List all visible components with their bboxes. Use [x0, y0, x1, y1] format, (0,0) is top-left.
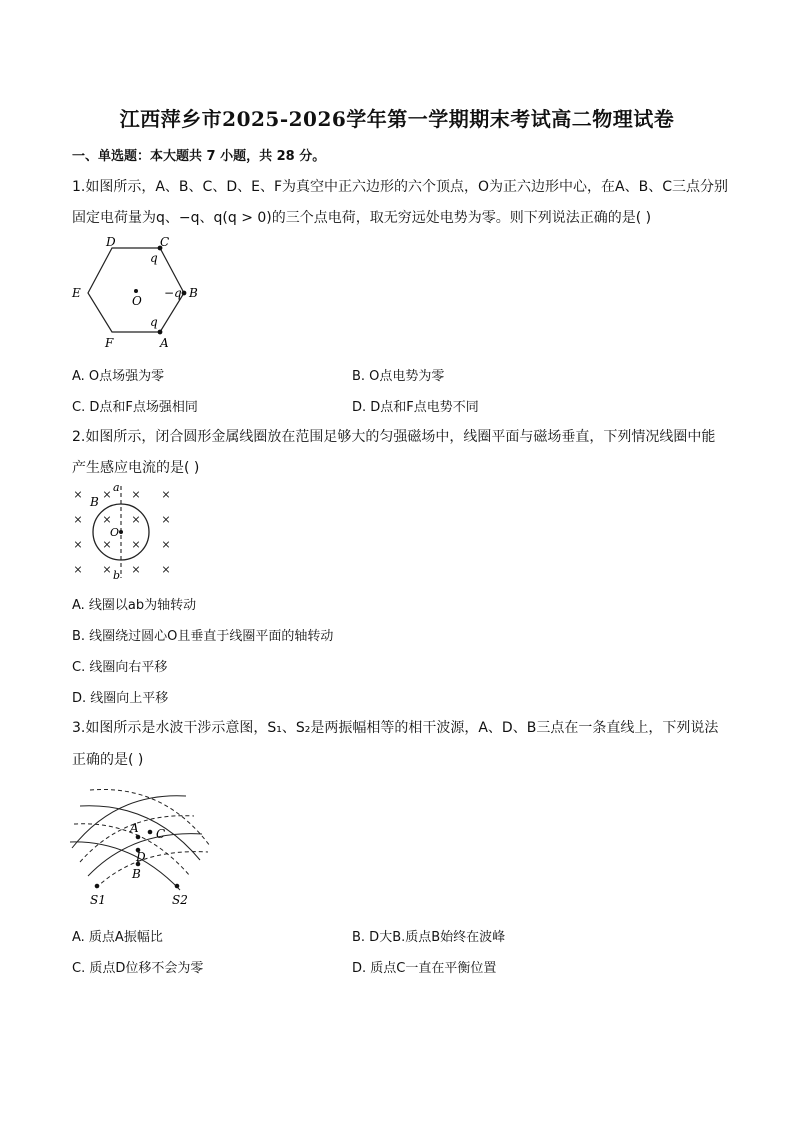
coil-center: [119, 530, 123, 534]
q3-wave-interference-figure: [66, 776, 216, 912]
q2-option-b[interactable]: B. 线圈绕过圆心O且垂直于线圈平面的轴转动: [72, 629, 334, 644]
source-s2: [175, 884, 180, 889]
q2-option-d[interactable]: D. 线圈向上平移: [72, 691, 169, 706]
label-s2: S2: [172, 893, 188, 907]
q3-option-c[interactable]: C. 质点D位移不会为零: [72, 961, 204, 976]
page-title: 江西萍乡市2025-2026学年第一学期期末考试高二物理试卷: [119, 107, 675, 131]
field-cross: ×: [161, 538, 171, 551]
axis-label-b: b: [113, 569, 121, 582]
field-cross: ×: [102, 513, 112, 526]
field-cross: ×: [161, 513, 171, 526]
q1-stem-line2: 固定电荷量为q、−q、q(q > 0)的三个点电荷，取无穷远处电势为零。则下列说法正确的是( ): [72, 210, 652, 226]
q3-option-a[interactable]: A. 质点A振幅比: [72, 930, 163, 945]
charge-c-label: q: [150, 251, 158, 265]
q1-hexagon-figure: [68, 234, 208, 352]
field-cross: ×: [131, 563, 141, 576]
field-cross: ×: [102, 563, 112, 576]
q2-magnetic-field-figure: [68, 482, 188, 582]
q3-option-d[interactable]: D. 质点C一直在平衡位置: [352, 961, 497, 976]
field-cross: ×: [102, 488, 112, 501]
label-s1: S1: [90, 893, 106, 907]
wave-s1-trough-2: [96, 852, 208, 888]
wave-s1-crest-1: [72, 796, 186, 848]
label-f: F: [105, 336, 114, 350]
label-a: A: [160, 336, 169, 350]
label-o: O: [132, 294, 142, 308]
q2-stem-line1: 2.如图所示，闭合圆形金属线圈放在范围足够大的匀强磁场中，线圈平面与磁场垂直，下列情况线圈中能: [72, 429, 716, 445]
label-d: D: [106, 235, 116, 249]
wave-s2-crest-2: [70, 842, 180, 890]
q3-stem-line2: 正确的是( ): [72, 752, 144, 768]
charge-point-a: [158, 330, 163, 335]
source-s1: [95, 884, 100, 889]
q2-option-c[interactable]: C. 线圈向右平移: [72, 660, 168, 675]
center-point-o: [134, 289, 138, 293]
label-c: C: [160, 235, 170, 249]
axis-label-a: a: [113, 482, 120, 494]
label-b: B: [189, 286, 198, 300]
center-label-o: O: [110, 526, 120, 539]
label-c: C: [156, 827, 166, 841]
section-heading: 一、单选题：本大题共 7 小题，共 28 分。: [72, 149, 326, 164]
q3-stem-line1: 3.如图所示是水波干涉示意图，S₁、S₂是两振幅相等的相干波源，A、D、B三点在一条直线上，下列说法: [72, 720, 719, 736]
q1-option-b[interactable]: B. O点电势为零: [352, 369, 445, 384]
q3-option-b[interactable]: B. D大B.质点B始终在波峰: [352, 930, 506, 945]
label-b: B: [132, 867, 141, 881]
field-cross: ×: [161, 563, 171, 576]
charge-b-label: −q: [164, 286, 182, 300]
field-cross: ×: [73, 538, 83, 551]
field-cross: ×: [73, 513, 83, 526]
label-a: A: [130, 821, 139, 835]
field-cross: ×: [131, 538, 141, 551]
field-cross: ×: [73, 488, 83, 501]
field-cross: ×: [131, 513, 141, 526]
q1-option-d[interactable]: D. D点和F点电势不同: [352, 400, 479, 415]
q2-option-a[interactable]: A. 线圈以ab为轴转动: [72, 598, 197, 613]
field-label-b: B: [90, 495, 99, 509]
point-a: [136, 835, 141, 840]
label-d: D: [136, 850, 146, 864]
field-cross: ×: [131, 488, 141, 501]
q1-option-a[interactable]: A. O点场强为零: [72, 369, 165, 384]
field-cross: ×: [102, 538, 112, 551]
field-cross: ×: [161, 488, 171, 501]
label-e: E: [72, 286, 81, 300]
q2-stem-line2: 产生感应电流的是( ): [72, 460, 200, 476]
charge-point-b: [182, 291, 187, 296]
q1-option-c[interactable]: C. D点和F点场强相同: [72, 400, 198, 415]
field-cross: ×: [73, 563, 83, 576]
charge-a-label: q: [150, 315, 158, 329]
q1-stem-line1: 1.如图所示，A、B、C、D、E、F为真空中正六边形的六个顶点，O为正六边形中心，在A、B、C三点分别: [72, 179, 728, 195]
point-c: [148, 830, 153, 835]
